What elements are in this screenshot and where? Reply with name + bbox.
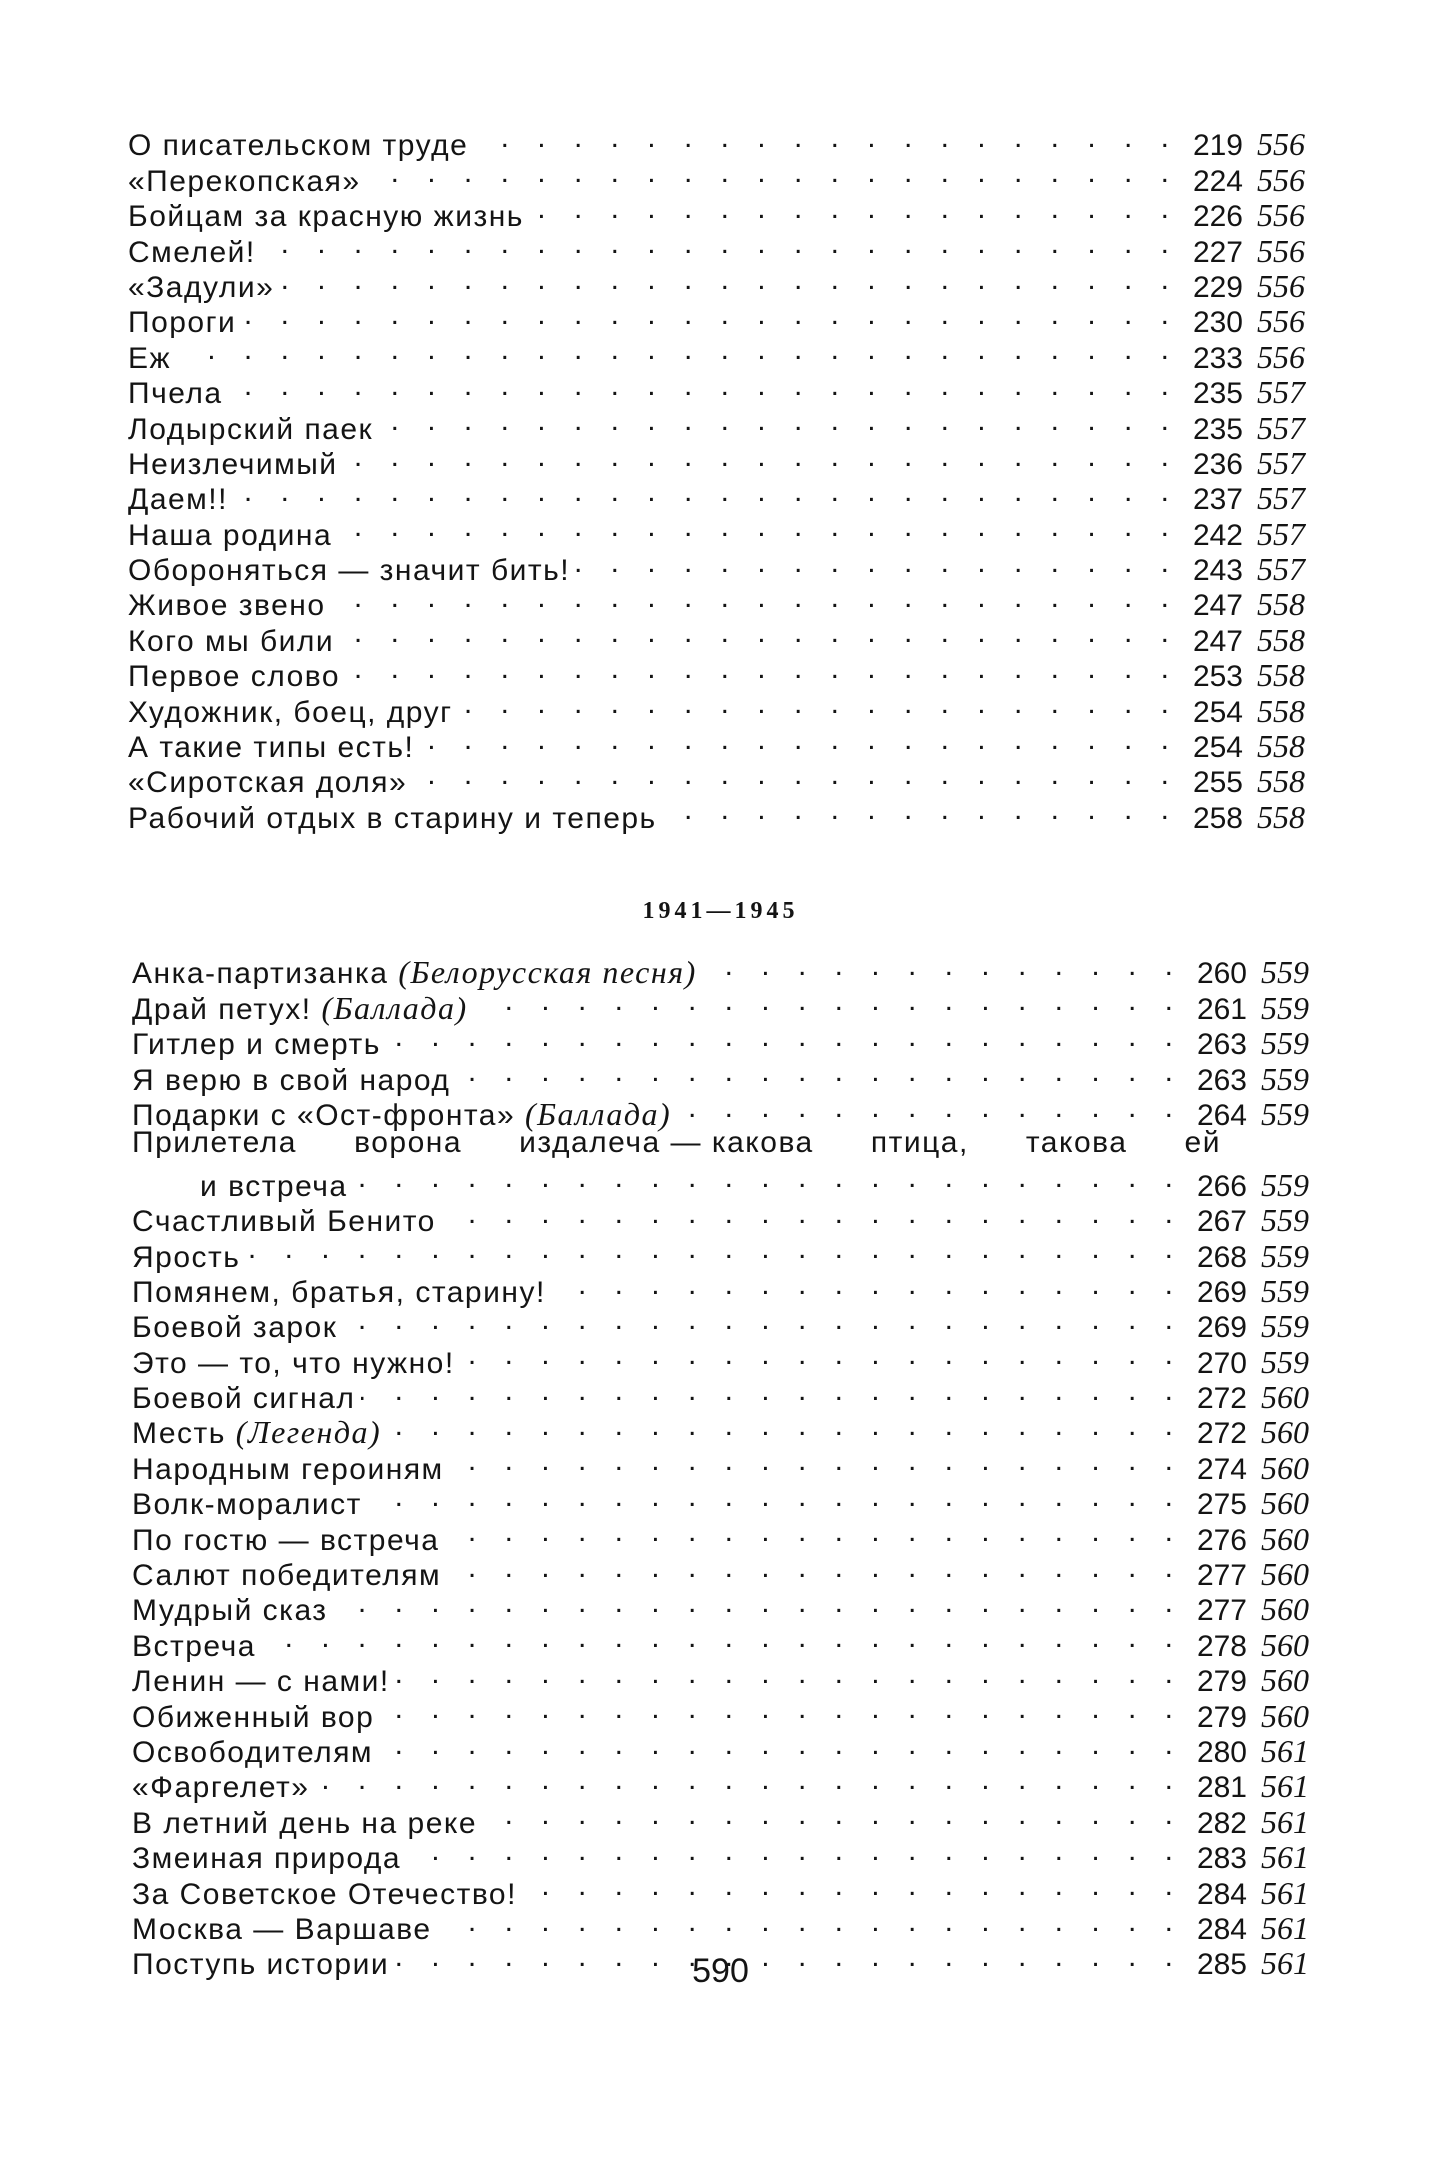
entry-title: Еж — [128, 341, 172, 375]
entry-title: Лодырский паек — [128, 412, 374, 446]
entry-title: За Советское Отечество! — [132, 1877, 517, 1911]
entry-title: Я верю в свой народ — [132, 1063, 451, 1097]
toc-section-2 — [132, 948, 1309, 1982]
toc-entry — [128, 509, 1305, 552]
entry-subtitle: (Баллада) — [321, 989, 468, 1026]
entry-title: Смелей! — [128, 235, 256, 269]
entry-note-page: 560 — [1261, 1626, 1309, 1663]
entry-title-line-1 — [132, 1125, 1309, 1160]
toc-entry — [128, 474, 1305, 517]
dot-leader — [229, 368, 1179, 403]
entry-title: Неизлечимый — [128, 447, 338, 481]
entry-page: 266 — [1196, 1169, 1247, 1203]
entry-title: «Перекопская» — [128, 164, 361, 198]
toc-entry — [132, 1267, 1309, 1309]
dot-leader — [344, 439, 1179, 474]
entry-subtitle: (Белорусская песня) — [398, 954, 697, 991]
entry-note-page: 557 — [1257, 551, 1305, 588]
entry-note-page: 560 — [1261, 1379, 1309, 1416]
entry-title: Наша родина — [128, 518, 333, 552]
entry-title-line-2: и встреча — [200, 1169, 348, 1203]
entry-title: Поступь истории — [132, 1948, 390, 1982]
entry-note-page: 559 — [1261, 1308, 1309, 1345]
entry-page: 261 — [1196, 992, 1247, 1026]
toc-section-1 — [128, 120, 1305, 835]
toc-entry — [128, 332, 1305, 375]
entry-page: 254 — [1192, 695, 1243, 729]
entry-title: Пороги — [128, 306, 237, 340]
entry-note-page: 560 — [1261, 1662, 1309, 1699]
dot-leader — [361, 1373, 1183, 1408]
entry-title-word: птица, — [870, 1125, 969, 1159]
dot-leader — [387, 1019, 1183, 1054]
entry-page: 276 — [1196, 1523, 1247, 1557]
entry-page: 284 — [1196, 1877, 1247, 1911]
toc-entry — [132, 1231, 1309, 1274]
entry-page: 272 — [1196, 1382, 1247, 1416]
entry-title: Кого мы били — [128, 624, 335, 658]
section-heading: 1941—1945 — [642, 898, 799, 924]
dot-leader — [438, 1904, 1183, 1939]
entry-note-page: 560 — [1261, 1520, 1309, 1557]
entry-page: 284 — [1196, 1912, 1247, 1946]
entry-title: Волк-моралист — [132, 1488, 362, 1522]
entry-note-page: 559 — [1261, 1025, 1309, 1062]
entry-title: Салют победителям — [132, 1559, 442, 1593]
dot-leader — [459, 686, 1179, 721]
entry-title: Обороняться — значит бить! — [128, 554, 571, 588]
entry-title: Анка-партизанка — [132, 957, 389, 991]
entry-note-page: 557 — [1257, 409, 1305, 446]
entry-title: Обиженный вор — [132, 1700, 375, 1734]
entry-page: 278 — [1196, 1629, 1247, 1663]
dot-leader — [315, 1762, 1183, 1797]
entry-note-page: 559 — [1261, 989, 1309, 1026]
entry-note-page: 558 — [1257, 763, 1305, 800]
dot-leader — [354, 1160, 1183, 1195]
entry-page: 260 — [1196, 957, 1247, 991]
entry-title: В летний день на реке — [132, 1806, 478, 1840]
entry-note-page: 558 — [1257, 586, 1305, 623]
entry-note-page: 560 — [1261, 1556, 1309, 1593]
entry-note-page: 558 — [1257, 798, 1305, 835]
entry-title-wrap — [132, 1415, 387, 1451]
entry-page: 279 — [1196, 1665, 1247, 1699]
entry-note-page: 561 — [1261, 1768, 1309, 1805]
entry-title: Бойцам за красную жизнь — [128, 200, 524, 234]
entry-title: Народным героиням — [132, 1452, 444, 1486]
entry-page: 242 — [1192, 518, 1243, 552]
entry-note-page: 556 — [1257, 338, 1305, 375]
entry-page: 275 — [1196, 1488, 1247, 1522]
dot-leader — [262, 1620, 1183, 1655]
entry-page: 282 — [1196, 1806, 1247, 1840]
dot-leader — [461, 1337, 1183, 1372]
entry-note-page: 560 — [1261, 1697, 1309, 1734]
entry-title: «Задули» — [128, 270, 275, 304]
dot-leader — [456, 1054, 1183, 1089]
entry-page: 236 — [1192, 447, 1243, 481]
entry-page: 255 — [1192, 766, 1243, 800]
dot-leader — [474, 120, 1179, 155]
entry-page: 235 — [1192, 412, 1243, 446]
entry-page: 281 — [1196, 1771, 1247, 1805]
entry-title: По гостю — встреча — [132, 1523, 440, 1557]
entry-title-word: ей — [1184, 1125, 1221, 1159]
entry-note-page: 561 — [1261, 1839, 1309, 1876]
entry-note-page: 556 — [1257, 197, 1305, 234]
dot-leader — [576, 545, 1179, 580]
entry-page: 247 — [1192, 589, 1243, 623]
entry-note-page: 558 — [1257, 621, 1305, 658]
entry-note-page: 556 — [1257, 303, 1305, 340]
dot-leader — [379, 1727, 1183, 1762]
entry-page: 237 — [1192, 483, 1243, 517]
dot-leader — [332, 580, 1179, 615]
toc-entry — [132, 1656, 1309, 1699]
entry-title: Боевой зарок — [132, 1311, 338, 1345]
entry-title: Даем!! — [128, 483, 228, 517]
entry-note-page: 561 — [1261, 1945, 1309, 1982]
dot-leader — [177, 332, 1179, 367]
entry-note-page: 560 — [1261, 1591, 1309, 1628]
dot-leader — [446, 1514, 1184, 1549]
dot-leader — [396, 1656, 1183, 1691]
toc-entry — [128, 262, 1305, 304]
entry-title: Мудрый сказ — [132, 1594, 328, 1628]
entry-note-page: 560 — [1261, 1414, 1309, 1451]
entry-title: Драй петух! — [132, 992, 312, 1026]
dot-leader — [530, 191, 1179, 226]
entry-title: Живое звено — [128, 589, 326, 623]
entry-note-page: 556 — [1257, 126, 1305, 163]
entry-note-page: 561 — [1261, 1803, 1309, 1840]
entry-page: 285 — [1196, 1948, 1247, 1982]
entry-title: А такие типы есть! — [128, 731, 415, 765]
entry-title: Ярость — [132, 1240, 241, 1274]
entry-title: Это — то, что нужно! — [132, 1346, 455, 1380]
page-number: 590 — [692, 1952, 749, 1990]
entry-title: Гитлер и смерть — [132, 1028, 381, 1062]
entry-note-page: 559 — [1261, 1272, 1309, 1309]
entry-title: Счастливый Бенито — [132, 1205, 436, 1239]
entry-title-word: ворона — [354, 1125, 462, 1159]
entry-title: Пчела — [128, 377, 223, 411]
entry-note-page: 556 — [1257, 161, 1305, 198]
entry-note-page: 557 — [1257, 515, 1305, 552]
dot-leader — [450, 1443, 1183, 1478]
entry-note-page: 559 — [1261, 1095, 1309, 1132]
entry-page: 230 — [1192, 306, 1243, 340]
dot-leader — [234, 474, 1179, 509]
dot-leader — [413, 757, 1179, 792]
entry-title-word: издалеча — какова — [519, 1125, 814, 1159]
entry-page: 254 — [1192, 731, 1243, 765]
entry-title: Освободителям — [132, 1735, 374, 1769]
dot-leader — [663, 792, 1179, 827]
entry-note-page: 560 — [1261, 1449, 1309, 1486]
dot-leader — [280, 262, 1179, 297]
entry-title: Помянем, братья, старину! — [132, 1275, 546, 1309]
entry-page: 243 — [1192, 554, 1243, 588]
entry-title: «Сиротская доля» — [128, 766, 408, 800]
entry-page: 263 — [1196, 1063, 1247, 1097]
toc-entry — [128, 403, 1305, 446]
entry-note-page: 559 — [1261, 1060, 1309, 1097]
dot-leader — [368, 1479, 1183, 1514]
toc-entry-continuation — [132, 1160, 1309, 1203]
entry-page: 247 — [1192, 624, 1243, 658]
entry-page: 263 — [1196, 1028, 1247, 1062]
entry-note-page: 561 — [1261, 1874, 1309, 1911]
entry-note-page: 557 — [1257, 444, 1305, 481]
dot-leader — [483, 1797, 1183, 1832]
entry-title: Москва — Варшаве — [132, 1912, 432, 1946]
entry-page: 229 — [1192, 270, 1243, 304]
entry-title: Рабочий отдых в старину и теперь — [128, 801, 657, 835]
entry-note-page: 560 — [1261, 1485, 1309, 1522]
toc-entry-wrapped — [132, 1125, 1309, 1160]
entry-note-page: 557 — [1257, 480, 1305, 517]
dot-leader — [338, 509, 1179, 544]
entry-title: Боевой сигнал — [132, 1382, 356, 1416]
entry-title: Художник, боец, друг — [128, 695, 453, 729]
entry-page: 283 — [1196, 1842, 1247, 1876]
toc-entry — [128, 297, 1305, 340]
entry-page: 227 — [1192, 235, 1243, 269]
entry-page: 253 — [1192, 660, 1243, 694]
entry-subtitle: (Баллада) — [525, 1095, 672, 1132]
dot-leader — [380, 1691, 1183, 1726]
entry-note-page: 556 — [1257, 232, 1305, 269]
dot-leader — [334, 1585, 1183, 1620]
entry-note-page: 557 — [1257, 374, 1305, 411]
dot-leader — [387, 1408, 1183, 1443]
entry-title: О писательском труде — [128, 129, 469, 163]
dot-leader — [703, 948, 1183, 983]
entry-note-page: 558 — [1257, 728, 1305, 765]
dot-leader — [442, 1196, 1183, 1231]
toc-entry — [128, 226, 1305, 269]
entry-page: 235 — [1192, 377, 1243, 411]
entry-page: 277 — [1196, 1594, 1247, 1628]
dot-leader — [474, 983, 1183, 1018]
entry-page: 270 — [1196, 1346, 1247, 1380]
entry-page: 226 — [1192, 200, 1243, 234]
entry-title: «Фаргелет» — [132, 1771, 310, 1805]
entry-page: 277 — [1196, 1559, 1247, 1593]
entry-page: 224 — [1192, 164, 1243, 198]
dot-leader — [420, 722, 1179, 757]
entry-note-page: 559 — [1261, 1202, 1309, 1239]
entry-page: 268 — [1196, 1240, 1247, 1274]
entry-page: 272 — [1196, 1417, 1247, 1451]
dot-leader — [447, 1550, 1183, 1585]
entry-subtitle: (Легенда) — [235, 1414, 382, 1451]
entry-note-page: 559 — [1261, 1237, 1309, 1274]
dot-leader — [346, 651, 1179, 686]
entry-title: Встреча — [132, 1629, 256, 1663]
entry-title-word: Прилетела — [132, 1125, 297, 1159]
entry-page: 267 — [1196, 1205, 1247, 1239]
entry-title: Ленин — с нами! — [132, 1665, 390, 1699]
entry-page: 258 — [1192, 801, 1243, 835]
dot-leader — [262, 226, 1179, 261]
dot-leader — [367, 155, 1179, 190]
entry-page: 279 — [1196, 1700, 1247, 1734]
entry-note-page: 556 — [1257, 267, 1305, 304]
entry-title: Месть — [132, 1417, 226, 1451]
entry-note-page: 559 — [1261, 1343, 1309, 1380]
toc-entry — [132, 1620, 1309, 1663]
dot-leader — [242, 297, 1179, 332]
entry-title: Змеиная природа — [132, 1842, 402, 1876]
dot-leader — [343, 1302, 1183, 1337]
entry-page: 269 — [1196, 1275, 1247, 1309]
entry-title-word: такова — [1025, 1125, 1128, 1159]
dot-leader — [677, 1090, 1183, 1125]
entry-page: 233 — [1192, 341, 1243, 375]
dot-leader — [407, 1833, 1183, 1868]
entry-note-page: 559 — [1261, 1166, 1309, 1203]
entry-page: 219 — [1192, 129, 1243, 163]
dot-leader — [340, 615, 1179, 650]
entry-note-page: 561 — [1261, 1732, 1309, 1769]
entry-page: 264 — [1196, 1098, 1247, 1132]
entry-note-page: 558 — [1257, 692, 1305, 729]
dot-leader — [552, 1267, 1183, 1302]
dot-leader — [379, 403, 1179, 438]
dot-leader — [523, 1868, 1183, 1903]
toc-entry — [128, 368, 1305, 411]
entry-title: Подарки с «Ост-фронта» — [132, 1098, 516, 1132]
toc-entry — [132, 948, 1309, 991]
entry-title: Первое слово — [128, 660, 341, 694]
entry-page: 274 — [1196, 1452, 1247, 1486]
entry-note-page: 561 — [1261, 1909, 1309, 1946]
entry-note-page: 558 — [1257, 657, 1305, 694]
entry-page: 269 — [1196, 1311, 1247, 1345]
entry-note-page: 559 — [1261, 954, 1309, 991]
entry-page: 280 — [1196, 1735, 1247, 1769]
toc-entry — [128, 120, 1305, 163]
dot-leader — [246, 1231, 1183, 1266]
